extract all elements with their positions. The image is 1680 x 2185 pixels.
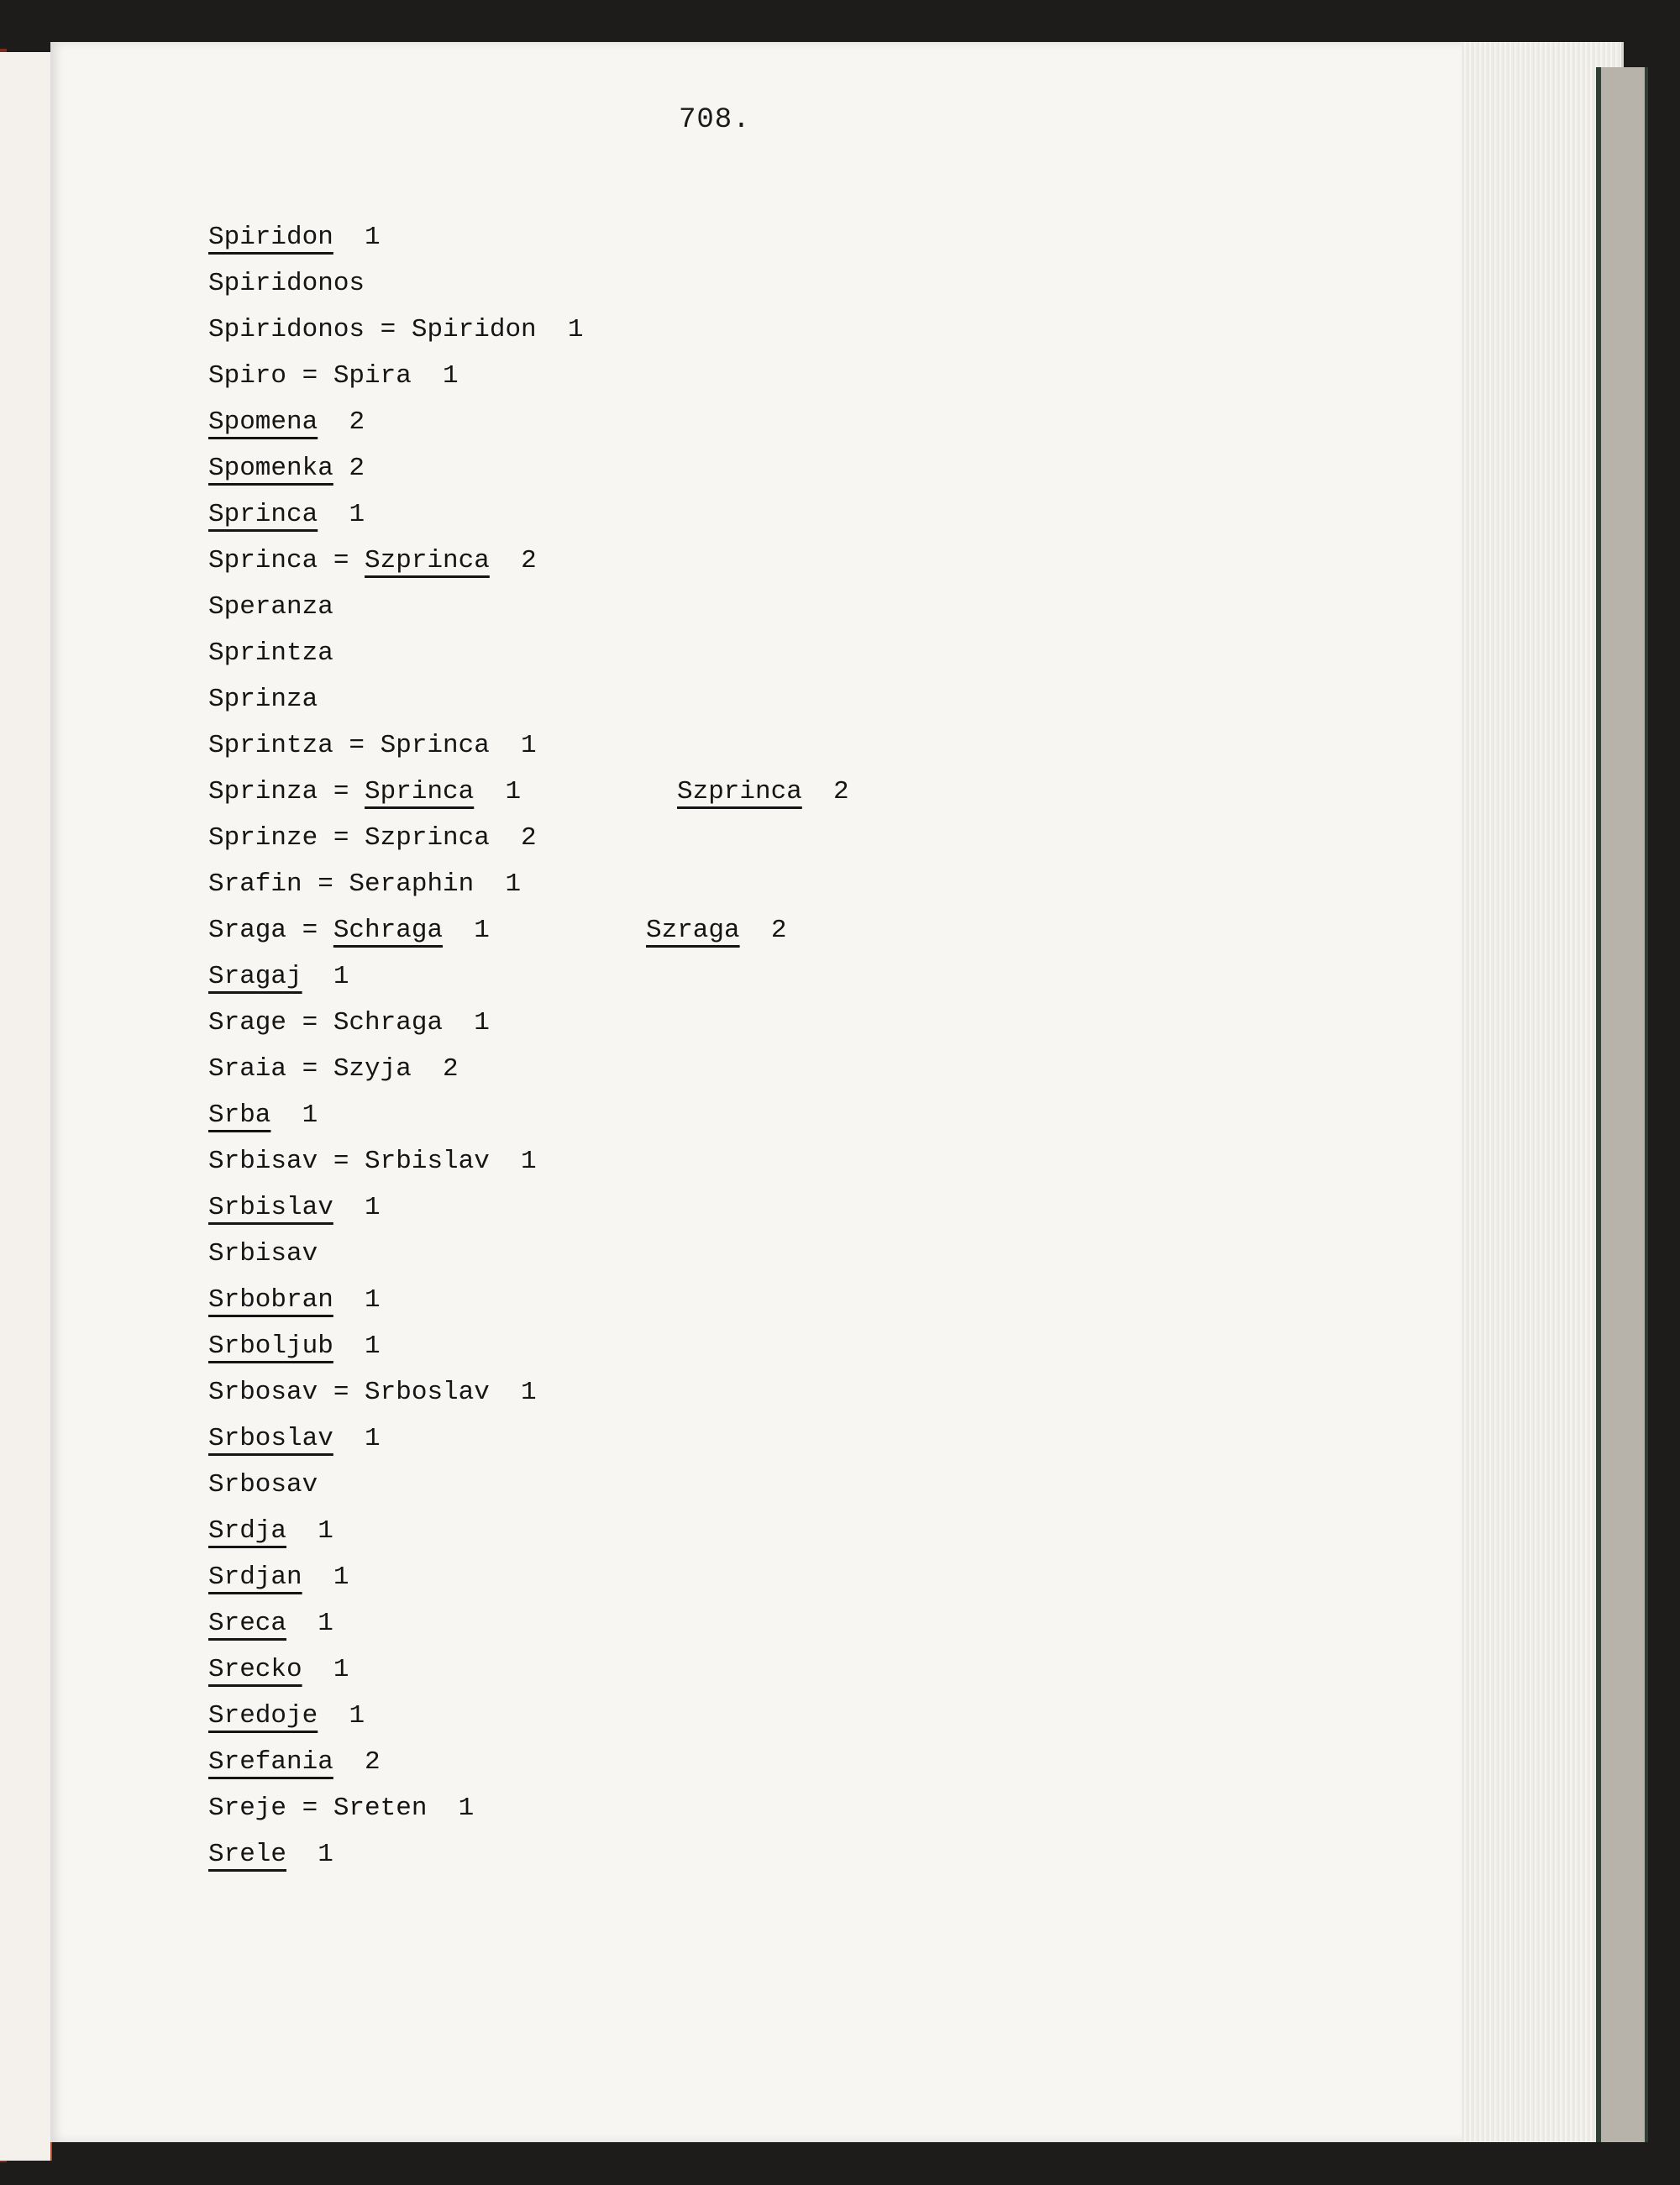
index-entry <box>208 815 583 861</box>
entry-text: Sraga = <box>208 916 333 945</box>
index-entry <box>208 445 583 491</box>
entry-text: Srbisav = Srbislav 1 <box>208 1147 537 1176</box>
index-entry <box>208 907 787 953</box>
underlined-name: Sprinca <box>208 500 318 529</box>
entry-text: 1 <box>318 500 365 529</box>
underlined-name: Spomenka <box>208 454 333 483</box>
underlined-name: Sprinca <box>365 777 475 806</box>
entry-text: Spiridonos = Spiridon 1 <box>208 315 584 344</box>
underlined-name: Srecko <box>208 1655 302 1684</box>
index-entry <box>208 1462 583 1508</box>
entry-text: 1 <box>318 1701 365 1731</box>
underlined-name: Spiridon <box>208 223 333 252</box>
index-entry <box>208 399 583 445</box>
entry-text: 1 <box>333 1193 381 1222</box>
underlined-name: Srele <box>208 1840 287 1869</box>
entry-text: Sprinza <box>208 685 318 714</box>
entry-text: 1 <box>333 1285 381 1315</box>
index-entry <box>208 1600 583 1647</box>
underlined-name: Srboslav <box>208 1424 333 1453</box>
index-entry <box>208 584 583 630</box>
index-entry-alternate <box>646 907 786 953</box>
entry-text: 1 <box>286 1609 333 1638</box>
index-entry <box>208 1785 583 1831</box>
index-entry <box>208 769 849 815</box>
index-entry <box>208 1231 583 1277</box>
underlined-name: Sragaj <box>208 962 302 991</box>
index-entry <box>208 1508 583 1554</box>
index-entry <box>208 1554 583 1600</box>
index-entry <box>208 953 583 1000</box>
entry-text: 1 <box>302 962 349 991</box>
entry-text: Srafin = Seraphin 1 <box>208 869 522 899</box>
entry-text: Sreje = Sreten 1 <box>208 1794 475 1823</box>
entry-text: Sprintza <box>208 638 333 668</box>
index-entry <box>208 1000 583 1046</box>
entry-text: 2 <box>801 777 849 806</box>
underlined-name: Srdja <box>208 1516 287 1546</box>
index-entry <box>208 1831 583 1878</box>
index-entry <box>208 1184 583 1231</box>
entry-text: 1 <box>302 1563 349 1592</box>
entry-text: 2 <box>333 1747 381 1777</box>
index-entry <box>208 676 583 722</box>
index-entry <box>208 1739 583 1785</box>
index-entry <box>208 1323 583 1369</box>
entry-text: Srbosav = Srboslav 1 <box>208 1378 537 1407</box>
entry-text: 2 <box>333 454 365 483</box>
underlined-name: Srbislav <box>208 1193 333 1222</box>
name-index-list <box>208 214 849 1878</box>
entry-text: Srbosav <box>208 1470 318 1500</box>
entry-text: Spiridonos <box>208 269 365 298</box>
index-entry <box>208 538 583 584</box>
entry-text: Sprinca = <box>208 546 365 575</box>
entry-text: Srage = Schraga 1 <box>208 1008 490 1037</box>
entry-text: 1 <box>302 1655 349 1684</box>
entry-text: Sprinza = <box>208 777 365 806</box>
underlined-name: Srdjan <box>208 1563 302 1592</box>
index-entry <box>208 861 583 907</box>
entry-text: Sprintza = Sprinca 1 <box>208 731 537 760</box>
book-cover <box>1596 67 1648 2142</box>
index-entry <box>208 307 583 353</box>
index-entry-alternate <box>677 769 849 815</box>
entry-text: Speranza <box>208 592 333 622</box>
underlined-name: Sreca <box>208 1609 287 1638</box>
entry-text: 1 <box>333 223 381 252</box>
entry-text: Sprinze = Szprinca 2 <box>208 823 537 853</box>
underlined-name: Srba <box>208 1100 271 1130</box>
index-entry <box>208 1138 583 1184</box>
entry-text: 2 <box>489 546 537 575</box>
entry-text: Spiro = Spira 1 <box>208 361 459 391</box>
entry-text: 2 <box>739 916 787 945</box>
underlined-name: Szprinca <box>365 546 490 575</box>
entry-text: Sraia = Szyja 2 <box>208 1054 459 1084</box>
index-entry <box>208 1092 583 1138</box>
index-entry <box>208 353 583 399</box>
index-entry <box>208 1046 583 1092</box>
underlined-name: Schraga <box>333 916 444 945</box>
index-entry <box>208 1277 583 1323</box>
index-entry <box>208 722 583 769</box>
page-number: 708. <box>679 104 751 136</box>
entry-text: 1 <box>443 916 490 945</box>
entry-text: 1 <box>474 777 522 806</box>
underlined-name: Spomena <box>208 407 318 437</box>
index-entry <box>208 491 583 538</box>
entry-text: 1 <box>286 1516 333 1546</box>
underlined-name: Szraga <box>646 916 740 945</box>
index-entry <box>208 1647 583 1693</box>
underlined-name: Srboljub <box>208 1331 333 1361</box>
index-entry <box>208 1416 583 1462</box>
index-entry <box>208 214 583 260</box>
underlined-name: Sredoje <box>208 1701 318 1731</box>
entry-text: 1 <box>333 1331 381 1361</box>
entry-text: 1 <box>286 1840 333 1869</box>
index-entry <box>208 630 583 676</box>
entry-text: 2 <box>318 407 365 437</box>
underlined-name: Srbobran <box>208 1285 333 1315</box>
underlined-name: Szprinca <box>677 777 802 806</box>
entry-text: Srbisav <box>208 1239 318 1268</box>
entry-text: 1 <box>270 1100 318 1130</box>
index-entry <box>208 1693 583 1739</box>
left-page-edge <box>0 52 52 2161</box>
underlined-name: Srefania <box>208 1747 333 1777</box>
entry-text: 1 <box>333 1424 381 1453</box>
index-entry <box>208 1369 583 1416</box>
index-entry <box>208 260 583 307</box>
